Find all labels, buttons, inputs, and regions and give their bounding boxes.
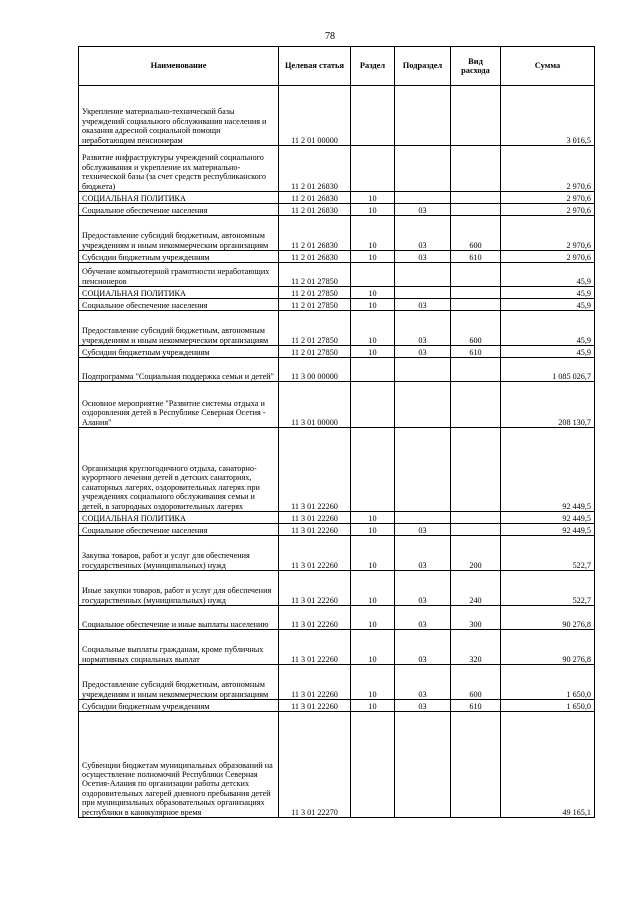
cell-subsection (395, 358, 451, 382)
cell-type: 600 (451, 311, 501, 346)
cell-name: Субсидии бюджетным учреждениям (79, 700, 279, 712)
cell-section: 10 (351, 700, 395, 712)
cell-name: Субвенции бюджетам муниципальных образований на осуществление полномочий Республики Северная Осетия-Алания по организации работы детских оздоровительных лагерей дневного пребывания детей при муниципальных образовательных организациях республики в каникулярное время (79, 712, 279, 818)
cell-section: 10 (351, 536, 395, 571)
cell-name: СОЦИАЛЬНАЯ ПОЛИТИКА (79, 512, 279, 524)
cell-subsection: 03 (395, 524, 451, 536)
cell-sum: 90 276,8 (501, 606, 595, 630)
table-row (79, 665, 595, 700)
cell-type: 600 (451, 665, 501, 700)
cell-type (451, 86, 501, 146)
cell-type (451, 428, 501, 512)
table-row (79, 216, 595, 251)
cell-name: Предоставление субсидий бюджетным, автономным учреждениям и иным некоммерческим организациям (79, 311, 279, 346)
header-name: Наименование (79, 47, 279, 86)
cell-type: 610 (451, 251, 501, 263)
cell-code: 11 2 01 00000 (279, 86, 351, 146)
cell-name: Предоставление субсидий бюджетным, автономным учреждениям и иным некоммерческим организациям (79, 216, 279, 251)
cell-sum: 45,9 (501, 346, 595, 358)
cell-sum: 522,7 (501, 536, 595, 571)
cell-code: 11 2 01 27850 (279, 346, 351, 358)
cell-sum: 1 650,0 (501, 665, 595, 700)
cell-type (451, 512, 501, 524)
table-row (79, 346, 595, 358)
cell-type: 610 (451, 700, 501, 712)
cell-type: 300 (451, 606, 501, 630)
table-row (79, 428, 595, 512)
cell-type: 240 (451, 571, 501, 606)
cell-name: Социальное обеспечение и иные выплаты населению (79, 606, 279, 630)
cell-section (351, 86, 395, 146)
budget-table (78, 46, 595, 818)
cell-name: Социальное обеспечение населения (79, 299, 279, 311)
table-row (79, 311, 595, 346)
cell-name: Основное мероприятие "Развитие системы отдыха и оздоровления детей в Республике Северная Осетия - Алания" (79, 382, 279, 428)
cell-section: 10 (351, 204, 395, 216)
cell-code: 11 2 01 27850 (279, 263, 351, 287)
cell-sum: 2 970,6 (501, 216, 595, 251)
cell-type (451, 287, 501, 299)
cell-section: 10 (351, 216, 395, 251)
cell-name: Субсидии бюджетным учреждениям (79, 346, 279, 358)
cell-section (351, 358, 395, 382)
cell-sum: 1 650,0 (501, 700, 595, 712)
table-row (79, 382, 595, 428)
cell-code: 11 2 01 27850 (279, 287, 351, 299)
cell-section: 10 (351, 630, 395, 665)
cell-code: 11 2 01 26830 (279, 216, 351, 251)
cell-type (451, 358, 501, 382)
cell-subsection: 03 (395, 700, 451, 712)
cell-section: 10 (351, 606, 395, 630)
cell-code: 11 3 01 22260 (279, 571, 351, 606)
cell-subsection (395, 146, 451, 192)
cell-section: 10 (351, 665, 395, 700)
cell-sum: 92 449,5 (501, 428, 595, 512)
cell-subsection (395, 263, 451, 287)
cell-name: Укрепление материально-технической базы учреждений социального обслуживания населения и оказания адресной социальной помощи неработающим пенсионерам (79, 86, 279, 146)
cell-code: 11 3 01 00000 (279, 382, 351, 428)
cell-name: Организация круглогодичного отдыха, санаторно-курортного лечения детей в детских санаториях, санаторных лагерях, оздоровительных лагерях при учреждениях социального обслуживания семьи и детей, в загородных оздоровительных лагерях (79, 428, 279, 512)
cell-subsection: 03 (395, 536, 451, 571)
cell-code: 11 3 00 00000 (279, 358, 351, 382)
cell-section (351, 382, 395, 428)
cell-subsection (395, 192, 451, 204)
table-row (79, 299, 595, 311)
cell-subsection (395, 712, 451, 818)
table-row (79, 204, 595, 216)
cell-code: 11 3 01 22260 (279, 512, 351, 524)
cell-code: 11 3 01 22270 (279, 712, 351, 818)
header-expense-type: Вид расхода (451, 47, 501, 86)
header-sum: Сумма (501, 47, 595, 86)
cell-type: 200 (451, 536, 501, 571)
cell-section: 10 (351, 512, 395, 524)
table-row (79, 524, 595, 536)
cell-sum: 1 085 026,7 (501, 358, 595, 382)
cell-sum: 2 970,6 (501, 192, 595, 204)
cell-section: 10 (351, 299, 395, 311)
cell-type (451, 299, 501, 311)
cell-name: Социальное обеспечение населения (79, 524, 279, 536)
cell-subsection: 03 (395, 204, 451, 216)
table-row (79, 512, 595, 524)
cell-code: 11 3 01 22260 (279, 665, 351, 700)
table-row (79, 146, 595, 192)
cell-section: 10 (351, 287, 395, 299)
cell-sum: 90 276,8 (501, 630, 595, 665)
cell-name: СОЦИАЛЬНАЯ ПОЛИТИКА (79, 287, 279, 299)
cell-type: 610 (451, 346, 501, 358)
header-section: Раздел (351, 47, 395, 86)
cell-code: 11 3 01 22260 (279, 700, 351, 712)
cell-subsection (395, 428, 451, 512)
cell-name: Развитие инфраструктуры учреждений социального обслуживания и укрепление их материально-технической базы (за счет средств республиканского бюджета) (79, 146, 279, 192)
table-row (79, 700, 595, 712)
cell-type (451, 263, 501, 287)
cell-subsection: 03 (395, 251, 451, 263)
table-row (79, 606, 595, 630)
table-row (79, 251, 595, 263)
table-row (79, 630, 595, 665)
table-header-row (79, 47, 595, 86)
cell-type (451, 192, 501, 204)
cell-sum: 45,9 (501, 299, 595, 311)
cell-code: 11 2 01 27850 (279, 299, 351, 311)
cell-subsection: 03 (395, 311, 451, 346)
table-row (79, 536, 595, 571)
cell-type (451, 712, 501, 818)
cell-sum: 92 449,5 (501, 524, 595, 536)
cell-sum: 49 165,1 (501, 712, 595, 818)
cell-type (451, 524, 501, 536)
cell-section (351, 712, 395, 818)
cell-sum: 45,9 (501, 311, 595, 346)
table-row (79, 263, 595, 287)
cell-subsection (395, 287, 451, 299)
cell-sum: 2 970,6 (501, 146, 595, 192)
cell-sum: 92 449,5 (501, 512, 595, 524)
cell-subsection (395, 382, 451, 428)
cell-code: 11 2 01 27850 (279, 311, 351, 346)
cell-subsection (395, 86, 451, 146)
table-row (79, 712, 595, 818)
cell-type (451, 204, 501, 216)
cell-section: 10 (351, 346, 395, 358)
cell-name: Подпрограмма "Социальная поддержка семьи и детей" (79, 358, 279, 382)
table-row (79, 571, 595, 606)
cell-code: 11 2 01 26830 (279, 192, 351, 204)
table-row (79, 358, 595, 382)
cell-section (351, 263, 395, 287)
cell-name: Закупка товаров, работ и услуг для обеспечения государственных (муниципальных) нужд (79, 536, 279, 571)
cell-type: 320 (451, 630, 501, 665)
cell-name: Иные закупки товаров, работ и услуг для обеспечения государственных (муниципальных) нужд (79, 571, 279, 606)
cell-sum: 45,9 (501, 263, 595, 287)
cell-code: 11 3 01 22260 (279, 606, 351, 630)
table-row (79, 86, 595, 146)
cell-section: 10 (351, 524, 395, 536)
cell-type: 600 (451, 216, 501, 251)
cell-subsection: 03 (395, 606, 451, 630)
header-subsection: Подраздел (395, 47, 451, 86)
cell-sum: 2 970,6 (501, 204, 595, 216)
cell-section (351, 428, 395, 512)
header-code: Целевая статья (279, 47, 351, 86)
page-number: 78 (325, 31, 335, 42)
cell-section: 10 (351, 192, 395, 204)
cell-code: 11 3 01 22260 (279, 524, 351, 536)
cell-name: Социальное обеспечение населения (79, 204, 279, 216)
cell-code: 11 2 01 26830 (279, 204, 351, 216)
cell-name: Обучение компьютерной грамотности неработающих пенсионеров (79, 263, 279, 287)
cell-code: 11 2 01 26830 (279, 146, 351, 192)
table-row (79, 287, 595, 299)
cell-sum: 45,9 (501, 287, 595, 299)
cell-subsection: 03 (395, 346, 451, 358)
cell-name: Социальные выплаты гражданам, кроме публичных нормативных социальных выплат (79, 630, 279, 665)
cell-subsection: 03 (395, 299, 451, 311)
table-row (79, 192, 595, 204)
cell-section: 10 (351, 251, 395, 263)
cell-sum: 522,7 (501, 571, 595, 606)
cell-subsection: 03 (395, 630, 451, 665)
cell-section: 10 (351, 571, 395, 606)
cell-code: 11 3 01 22260 (279, 630, 351, 665)
cell-sum: 208 130,7 (501, 382, 595, 428)
cell-code: 11 3 01 22260 (279, 428, 351, 512)
cell-subsection: 03 (395, 216, 451, 251)
cell-name: СОЦИАЛЬНАЯ ПОЛИТИКА (79, 192, 279, 204)
cell-section: 10 (351, 311, 395, 346)
cell-type (451, 382, 501, 428)
cell-code: 11 3 01 22260 (279, 536, 351, 571)
cell-name: Предоставление субсидий бюджетным, автономным учреждениям и иным некоммерческим организациям (79, 665, 279, 700)
cell-subsection: 03 (395, 665, 451, 700)
cell-subsection (395, 512, 451, 524)
cell-subsection: 03 (395, 571, 451, 606)
cell-sum: 3 016,5 (501, 86, 595, 146)
cell-sum: 2 970,6 (501, 251, 595, 263)
cell-section (351, 146, 395, 192)
cell-type (451, 146, 501, 192)
cell-code: 11 2 01 26830 (279, 251, 351, 263)
cell-name: Субсидии бюджетным учреждениям (79, 251, 279, 263)
